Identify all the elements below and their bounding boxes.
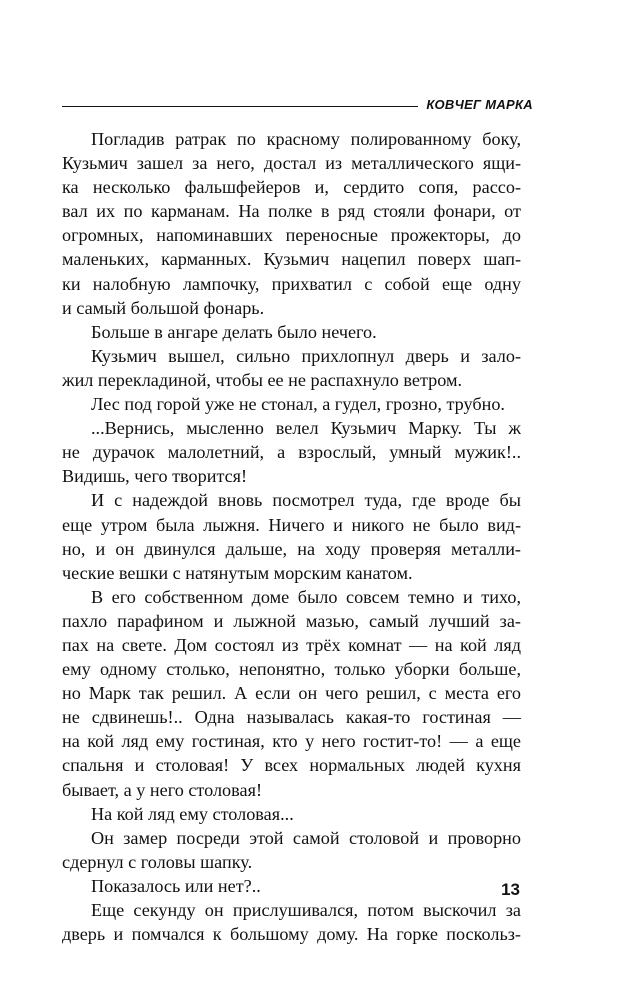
- text-line: Видишь, чего творится!: [62, 466, 248, 487]
- text-line: ка несколько фальшфейеров и, сердито сопя, рассо-: [62, 177, 521, 198]
- text-line: бывает, а у него столовая!: [62, 779, 262, 800]
- text-line: пах на свете. Дом состоял из трёх комнат — на кой ляд: [62, 634, 521, 655]
- text-line: Он замер посреди этой самой столовой и проворно: [91, 827, 521, 848]
- paragraph: [62, 585, 521, 802]
- text-line: но Марк так решил. А если он чего решил, с места его: [62, 683, 521, 704]
- text-line: спальня и столовая! У всех нормальных людей кухня: [62, 755, 521, 776]
- paragraph: [62, 802, 521, 826]
- paragraph: [62, 416, 521, 488]
- paragraph: [62, 874, 521, 898]
- text-line: Больше в ангаре делать было нечего.: [91, 321, 377, 342]
- text-line: ему одному столько, непонятно, только уборки больше,: [62, 659, 521, 680]
- paragraph: [62, 320, 521, 344]
- text-line: В его собственном доме было совсем темно и тихо,: [91, 586, 521, 607]
- paragraph: [62, 826, 521, 874]
- paragraph: [62, 127, 521, 320]
- text-line: Еще секунду он прислушивался, потом выскочил за: [91, 900, 521, 920]
- text-line: ческие вешки с натянутым морским канатом.: [62, 562, 413, 583]
- text-line: огромных, напоминавших переносные прожекторы, до: [62, 225, 521, 246]
- running-header: [62, 92, 533, 112]
- page-number: 13: [501, 880, 520, 899]
- text-line: еще утром была лыжня. Ничего и никого не было вид-: [62, 514, 521, 535]
- text-line: жил перекладиной, чтобы ее не распахнуло ветром.: [62, 369, 463, 390]
- text-line: маленьких, карманных. Кузьмич нацепил поверх шап-: [62, 249, 521, 270]
- text-line: На кой ляд ему столовая...: [91, 803, 294, 824]
- text-line: дверь и помчался к большому дому. На горке поскольз-: [62, 924, 521, 945]
- text-line: Кузьмич зашел за него, достал из металлического ящи-: [62, 153, 521, 174]
- header-rule: [62, 106, 418, 107]
- text-line: ...Вернись, мысленно велел Кузьмич Марку. Ты ж: [91, 418, 521, 439]
- text-line: на кой ляд ему гостиная, кто у него гостит-то! — а еще: [62, 731, 521, 752]
- text-line: вал их по карманам. На полке в ряд стояли фонари, от: [62, 201, 521, 222]
- body-text: [62, 127, 521, 946]
- paragraph: [62, 488, 521, 584]
- paragraph: [62, 392, 521, 416]
- text-line: И с надеждой вновь посмотрел туда, где вроде бы: [91, 490, 521, 511]
- text-line: пахло парафином и лыжной мазью, самый лучший за-: [62, 610, 521, 631]
- text-line: Лес под горой уже не стонал, а гудел, грозно, трубно.: [91, 394, 505, 415]
- paragraph: [62, 344, 521, 392]
- text-line: Показалось или нет?..: [91, 875, 261, 896]
- text-line: не сдвинешь!.. Одна называлась какая-то гостиная —: [62, 707, 521, 728]
- text-line: Погладив ратрак по красному полированному боку,: [91, 129, 521, 149]
- paragraph: [62, 898, 521, 946]
- text-line: и самый большой фонарь.: [62, 297, 265, 318]
- text-line: ки налобную лампочку, прихватил с собой еще одну: [62, 273, 521, 294]
- text-line: но, и он двинулся дальше, на ходу проверяя металли-: [62, 538, 521, 559]
- text-line: сдернул с головы шапку.: [62, 851, 253, 872]
- text-line: Кузьмич вышел, сильно прихлопнул дверь и зало-: [91, 345, 521, 366]
- running-header-title: КОВЧЕГ МАРКА: [426, 97, 533, 112]
- text-line: не дурачок малолетний, а взрослый, умный мужик!..: [62, 442, 521, 463]
